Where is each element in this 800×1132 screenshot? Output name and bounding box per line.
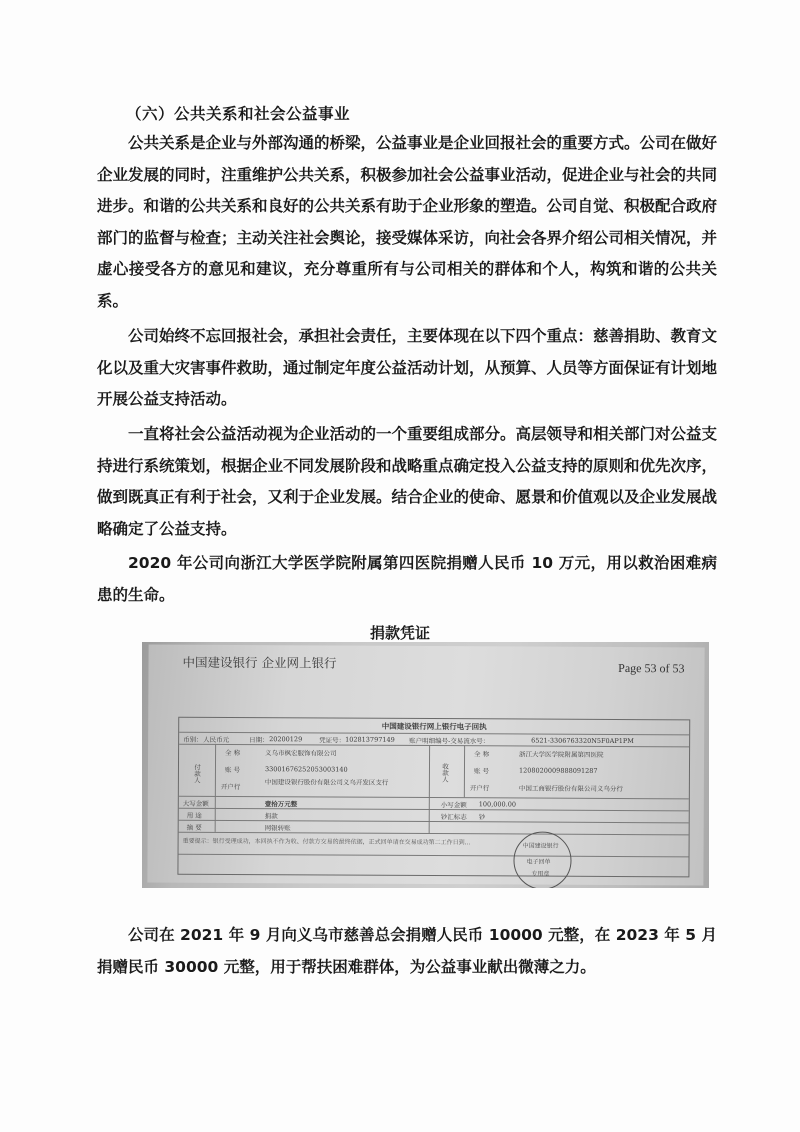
table-rule <box>215 744 216 832</box>
figure-caption: 捐款凭证 <box>369 624 430 642</box>
payee-name-label: 全 称 <box>474 750 490 759</box>
voucher-value: 102813797149 <box>345 735 395 744</box>
seal-bottom-text: 专用章 <box>531 870 550 878</box>
purpose-value: 捐款 <box>264 812 278 821</box>
payee-bank-value: 中国工商银行股份有限公司义乌分行 <box>518 784 623 794</box>
payer-name-value: 义乌市枫宏服饰有限公司 <box>265 749 337 758</box>
paragraph-social-responsibility: 公司始终不忘回报社会，承担社会责任，主要体现在以下四个重点：慈善捐助、教育文化以及重大灾害事件救助，通过制定年度公益活动计划，从预算、人员等方面保证有计划地开展公益支持活动。 <box>97 327 718 409</box>
page-indicator: Page 53 of 53 <box>618 661 685 676</box>
seal-top-text: 中国建设银行 <box>522 842 559 850</box>
payee-account-label: 账 号 <box>473 767 490 776</box>
summary-label: 摘 要 <box>186 823 202 832</box>
purpose-label: 用 途 <box>186 811 202 820</box>
receipt-sheet <box>147 645 704 886</box>
currency-label: 币别： <box>183 735 203 744</box>
electronic-receipt-form <box>177 717 690 878</box>
voucher-label: 凭证号： <box>319 736 346 745</box>
bank-seal <box>513 831 571 888</box>
seal-middle-text: 电子回单 <box>526 858 551 866</box>
section-heading: （六）公共关系和社会公益事业 <box>126 105 351 123</box>
amount-words-label: 大写金额 <box>182 799 209 808</box>
date-value: 20200129 <box>269 735 303 744</box>
table-rule <box>464 745 465 797</box>
payer-bank-label: 开户行 <box>220 782 241 792</box>
payee-name-value: 浙江大学医学院附属第四医院 <box>519 750 604 759</box>
payer-account-value: 33001676252053003140 <box>264 765 348 774</box>
table-rule <box>179 854 689 858</box>
currency-value: 人民币元 <box>203 735 230 744</box>
table-rule <box>429 745 430 833</box>
receipt-form-title: 中国建设银行网上银行电子回执 <box>381 721 487 732</box>
bank-header: 中国建设银行 企业网上银行 <box>182 654 337 671</box>
donation-receipt-photo <box>142 642 709 888</box>
cash-flag-label: 钞汇标志 <box>440 813 467 822</box>
payer-label: 付款人 <box>192 763 202 784</box>
payer-bank-value: 中国建设银行股份有限公司义乌开发区支行 <box>264 778 389 787</box>
payee-account-value: 1208020009888091287 <box>518 766 598 775</box>
serial-label: 账户明细编号-交易流水号： <box>409 736 490 746</box>
receipt-note: 重要提示：银行受理成功，本回执不作为收、付款方交易的最终依据，正式回单请在交易成功第二工作日到… <box>182 837 471 847</box>
payer-name-label: 全 称 <box>225 748 241 758</box>
amount-number-value: 100,000.00 <box>478 800 517 809</box>
paragraph-public-relations: 公共关系是企业与外部沟通的桥梁，公益事业是企业回报社会的重要方式。公司在做好企业发展的同时，注重维护公共关系，积极参加社会公益事业活动，促进企业与社会的共同进步。和谐的公共关系和良好的公共关系有助于企业形象的塑造。公司自觉、积极配合政府部门的监督与检查；主动关注社会舆论，接受媒体采访，向社会各界介绍公司相关情况，并虚心接受各方的意见和建议，充分尊重所有与公司相关的群体和个人，构筑和谐的公共关系。 <box>97 134 718 310</box>
payee-bank-label: 开户行 <box>469 784 490 793</box>
paragraph-later-donations: 公司在 2021 年 9 月向义乌市慈善总会捐赠人民币 10000 元整，在 2023 年 5 月捐赠民币 30000 元整，用于帮扶困难群体，为公益事业献出微薄之力。 <box>97 926 717 976</box>
paragraph-public-welfare-planning: 一直将社会公益活动视为企业活动的一个重要组成部分。高层领导和相关部门对公益支持进行系统策划，根据企业不同发展阶段和战略重点确定投入公益支持的原则和优先次序，做到既真正有利于社会，又利于企业发展。结合企业的使命、愿景和价值观以及企业发展战略确定了公益支持。 <box>97 425 718 538</box>
summary-value: 网银转账 <box>264 824 291 833</box>
date-label: 日期： <box>249 736 269 745</box>
serial-value: 6521-3306763320N5F0AP1PM <box>531 736 634 746</box>
cash-flag-value: 钞 <box>478 813 486 822</box>
payer-account-label: 账 号 <box>224 765 241 775</box>
table-rule <box>179 820 689 824</box>
payee-label: 收款人 <box>440 763 450 783</box>
paragraph-2020-donation: 2020 年公司向浙江大学医学院附属第四医院捐赠人民币 10 万元，用以救治困难病患的生命。 <box>97 554 717 604</box>
amount-words-value: 壹拾万元整 <box>264 800 298 809</box>
amount-number-label: 小写金额 <box>440 801 467 810</box>
table-rule <box>179 832 689 836</box>
table-rule <box>179 808 689 812</box>
table-rule <box>179 796 689 800</box>
